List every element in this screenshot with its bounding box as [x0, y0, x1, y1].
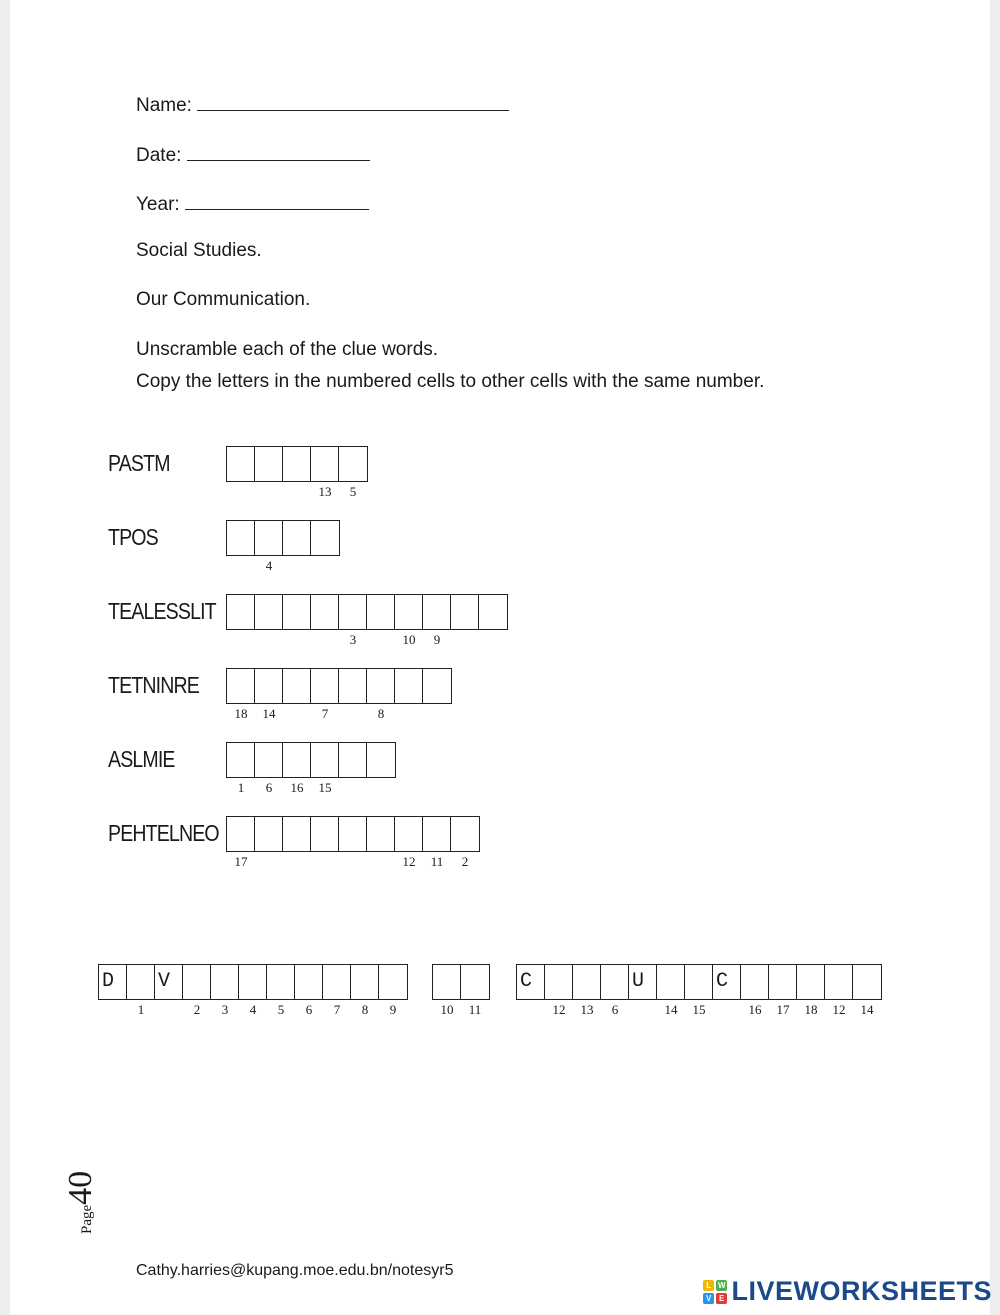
cell-number: 7 [333, 1002, 341, 1017]
final-answer-cell[interactable] [211, 965, 239, 999]
cell-number: 4 [249, 1002, 257, 1017]
answer-cell[interactable] [451, 817, 479, 851]
answer-cell[interactable] [311, 521, 339, 555]
answer-cell[interactable] [255, 743, 283, 777]
answer-cell[interactable] [423, 595, 451, 629]
answer-cell[interactable] [227, 521, 255, 555]
instruction-2: Copy the letters in the numbered cells to other cells with the same number. [136, 371, 765, 392]
cell-number: 12 [552, 1002, 566, 1017]
final-answer-cell: C [713, 965, 741, 999]
final-answer-cell: U [629, 965, 657, 999]
cell-number: 6 [265, 780, 273, 795]
final-answer-cell[interactable] [741, 965, 769, 999]
cell-number: 12 [832, 1002, 846, 1017]
worksheet-page [10, 0, 990, 1315]
answer-cell[interactable] [339, 595, 367, 629]
liveworksheets-icon [703, 1280, 727, 1304]
final-answer-cell[interactable] [239, 965, 267, 999]
cell-number: 1 [237, 780, 245, 795]
answer-cell[interactable] [227, 743, 255, 777]
year-label: Year: [136, 194, 180, 215]
cell-number: 2 [193, 1002, 201, 1017]
page-number [62, 1160, 122, 1240]
answer-cell[interactable] [367, 669, 395, 703]
answer-cell[interactable] [311, 743, 339, 777]
cell-number: 7 [321, 706, 329, 721]
cell-number: 2 [461, 854, 469, 869]
year-field [136, 191, 369, 216]
final-answer-cell[interactable] [433, 965, 461, 999]
final-answer-cell[interactable] [769, 965, 797, 999]
cell-number: 18 [234, 706, 248, 721]
final-answer-word [432, 964, 490, 1000]
cell-number: 13 [580, 1002, 594, 1017]
cell-number: 12 [402, 854, 416, 869]
cell-number: 3 [221, 1002, 229, 1017]
answer-cell[interactable] [339, 447, 367, 481]
clue-answer-grid [226, 742, 396, 778]
instruction-1: Unscramble each of the clue words. [136, 339, 439, 360]
clue-answer-grid [226, 668, 452, 704]
final-answer-cell[interactable] [797, 965, 825, 999]
logo-letter: W [717, 1280, 726, 1290]
final-answer-cell: C [517, 965, 545, 999]
final-answer-cell: V [155, 965, 183, 999]
date-field [136, 142, 370, 167]
clue-word: TPOS [108, 524, 158, 550]
name-field [136, 92, 509, 117]
cell-number: 9 [433, 632, 441, 647]
cell-number: 18 [804, 1002, 818, 1017]
clue-word: TETNINRE [108, 672, 199, 698]
answer-cell[interactable] [227, 669, 255, 703]
final-answer-cell[interactable] [323, 965, 351, 999]
author-email: Cathy.harries@kupang.moe.edu.bn/notesyr5 [136, 1262, 454, 1279]
answer-cell[interactable] [255, 521, 283, 555]
answer-cell[interactable] [395, 595, 423, 629]
logo-letter: V [703, 1293, 714, 1304]
answer-cell[interactable] [479, 595, 507, 629]
answer-cell[interactable] [283, 595, 311, 629]
cell-number: 5 [277, 1002, 285, 1017]
cell-number: 8 [377, 706, 385, 721]
clue-word: PEHTELNEO [108, 820, 219, 846]
brand-text: LIVEWORKSHEETS [731, 1276, 992, 1306]
date-input-line[interactable] [187, 142, 370, 161]
cell-number: 13 [318, 484, 332, 499]
final-answer-cell: D [99, 965, 127, 999]
final-answer-cell[interactable] [545, 965, 573, 999]
answer-cell[interactable] [283, 817, 311, 851]
final-answer-cell[interactable] [295, 965, 323, 999]
cell-number: 8 [361, 1002, 369, 1017]
answer-cell[interactable] [283, 521, 311, 555]
final-answer-cell[interactable] [461, 965, 489, 999]
answer-cell[interactable] [423, 817, 451, 851]
answer-cell[interactable] [227, 817, 255, 851]
clue-word: ASLMIE [108, 746, 175, 772]
final-answer-word [98, 964, 408, 1000]
final-answer-cell[interactable] [825, 965, 853, 999]
cell-number: 16 [748, 1002, 762, 1017]
final-answer-cell[interactable] [267, 965, 295, 999]
answer-cell[interactable] [395, 817, 423, 851]
final-answer-cell[interactable] [351, 965, 379, 999]
answer-cell[interactable] [255, 817, 283, 851]
page-label: Page [79, 1204, 95, 1234]
answer-cell[interactable] [451, 595, 479, 629]
final-answer-word [516, 964, 882, 1000]
answer-cell[interactable] [339, 669, 367, 703]
answer-cell[interactable] [283, 447, 311, 481]
cell-number: 15 [692, 1002, 706, 1017]
cell-number: 16 [290, 780, 304, 795]
cell-number: 11 [468, 1002, 482, 1017]
clue-answer-grid [226, 594, 508, 630]
date-label: Date: [136, 145, 182, 166]
cell-number: 9 [389, 1002, 397, 1017]
year-input-line[interactable] [185, 191, 369, 210]
answer-cell[interactable] [227, 447, 255, 481]
answer-cell[interactable] [423, 669, 451, 703]
name-label: Name: [136, 95, 192, 116]
cell-number: 17 [234, 854, 248, 869]
final-answer-cell[interactable] [183, 965, 211, 999]
clue-word: TEALESSLIT [108, 598, 216, 624]
cell-number: 10 [440, 1002, 454, 1017]
clue-answer-grid [226, 816, 480, 852]
clue-answer-grid [226, 446, 368, 482]
final-answer-cell[interactable] [685, 965, 713, 999]
answer-cell[interactable] [283, 743, 311, 777]
cell-number: 4 [265, 558, 273, 573]
answer-cell[interactable] [311, 595, 339, 629]
clue-word: PASTM [108, 450, 170, 476]
page-number-value: 40 [62, 1170, 99, 1205]
cell-number: 6 [305, 1002, 313, 1017]
answer-cell[interactable] [311, 669, 339, 703]
cell-number: 11 [430, 854, 444, 869]
answer-cell[interactable] [255, 447, 283, 481]
name-input-line[interactable] [197, 92, 509, 111]
final-answer-cell[interactable] [601, 965, 629, 999]
answer-cell[interactable] [227, 595, 255, 629]
cell-number: 3 [349, 632, 357, 647]
cell-number: 14 [860, 1002, 874, 1017]
cell-number: 15 [318, 780, 332, 795]
final-answer-cell[interactable] [657, 965, 685, 999]
answer-cell[interactable] [367, 743, 395, 777]
cell-number: 1 [137, 1002, 145, 1017]
cell-number: 17 [776, 1002, 790, 1017]
logo-letter: E [716, 1293, 727, 1304]
clue-answer-grid [226, 520, 340, 556]
answer-cell[interactable] [311, 447, 339, 481]
answer-cell[interactable] [311, 817, 339, 851]
cell-number: 14 [664, 1002, 678, 1017]
topic-text: Our Communication. [136, 289, 311, 310]
final-answer-cell[interactable] [379, 965, 407, 999]
cell-number: 6 [611, 1002, 619, 1017]
answer-cell[interactable] [339, 817, 367, 851]
cell-number: 10 [402, 632, 416, 647]
final-answer-cell[interactable] [573, 965, 601, 999]
answer-cell[interactable] [367, 595, 395, 629]
answer-cell[interactable] [395, 669, 423, 703]
final-answer-cell[interactable] [853, 965, 881, 999]
liveworksheets-logo[interactable] [703, 1276, 992, 1307]
cell-number: 5 [349, 484, 357, 499]
answer-cell[interactable] [339, 743, 367, 777]
answer-cell[interactable] [255, 595, 283, 629]
subject-text: Social Studies. [136, 240, 262, 261]
answer-cell[interactable] [367, 817, 395, 851]
final-answer-cell[interactable] [127, 965, 155, 999]
answer-cell[interactable] [255, 669, 283, 703]
logo-letter: L [703, 1280, 714, 1291]
answer-cell[interactable] [283, 669, 311, 703]
cell-number: 14 [262, 706, 276, 721]
